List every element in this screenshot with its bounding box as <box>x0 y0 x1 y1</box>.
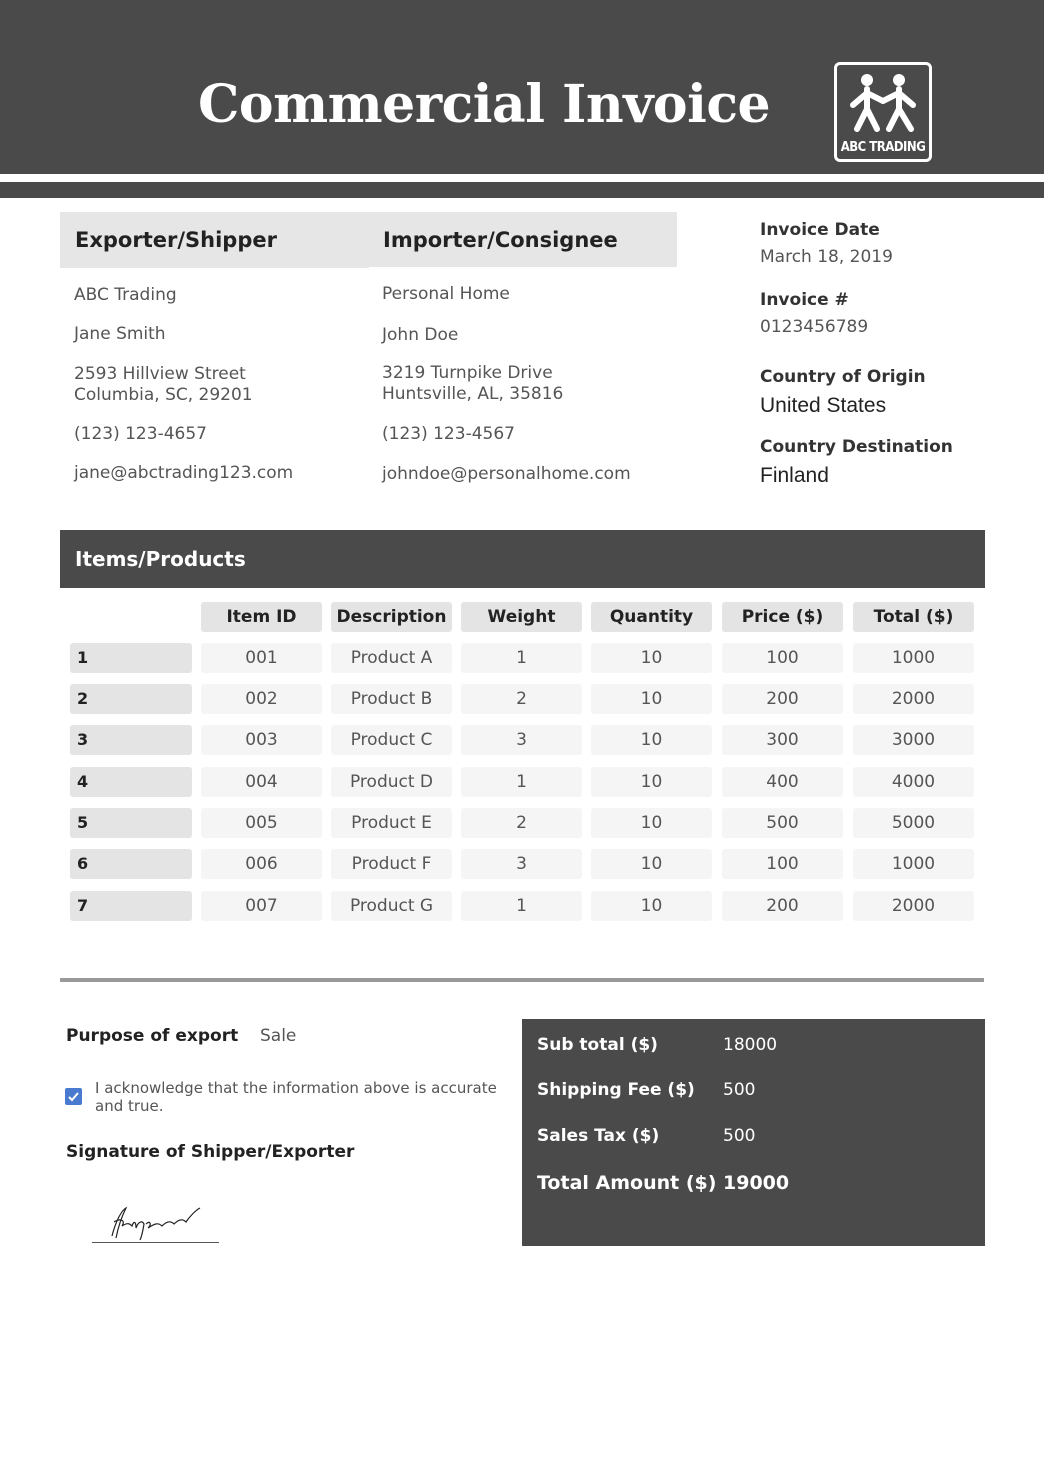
exporter-company: ABC Trading <box>74 285 177 305</box>
column-header: Total ($) <box>853 602 974 632</box>
importer-phone: (123) 123-4567 <box>382 424 515 444</box>
table-cell: Product E <box>331 808 452 838</box>
table-cell: 002 <box>201 684 322 714</box>
table-cell: 4000 <box>853 767 974 797</box>
invoice-number-value: 0123456789 <box>760 317 869 337</box>
invoice-date-label: Invoice Date <box>760 220 880 240</box>
tax-value: 500 <box>723 1126 756 1146</box>
importer-email: johndoe@personalhome.com <box>382 464 631 484</box>
table-cell: 10 <box>591 643 712 673</box>
tax-label: Sales Tax ($) <box>537 1126 660 1146</box>
total-label: Total Amount ($) <box>537 1172 717 1194</box>
table-cell: 1 <box>461 643 582 673</box>
exporter-address-line1: 2593 Hillview Street <box>74 364 246 384</box>
row-number: 6 <box>70 849 192 879</box>
logo-text: ABC TRADING <box>840 140 926 155</box>
table-cell: 3 <box>461 725 582 755</box>
row-number: 3 <box>70 725 192 755</box>
row-number: 7 <box>70 891 192 921</box>
column-header: Quantity <box>591 602 712 632</box>
signature-line <box>92 1242 219 1243</box>
row-number: 1 <box>70 643 192 673</box>
table-cell: 200 <box>722 684 843 714</box>
table-cell: 1 <box>461 767 582 797</box>
invoice-number-label: Invoice # <box>760 290 849 310</box>
column-header: Price ($) <box>722 602 843 632</box>
table-cell: Product B <box>331 684 452 714</box>
table-cell: 2000 <box>853 891 974 921</box>
table-cell: 001 <box>201 643 322 673</box>
destination-value: Finland <box>760 464 829 487</box>
importer-company: Personal Home <box>382 284 510 304</box>
table-cell: 10 <box>591 767 712 797</box>
table-cell: Product D <box>331 767 452 797</box>
items-heading: Items/Products <box>75 547 246 571</box>
company-logo <box>834 62 932 162</box>
destination-label: Country Destination <box>760 437 953 457</box>
signature-label: Signature of Shipper/Exporter <box>66 1142 355 1162</box>
table-cell: 1000 <box>853 643 974 673</box>
table-cell: 10 <box>591 684 712 714</box>
exporter-address-line2: Columbia, SC, 29201 <box>74 385 253 405</box>
purpose-label: Purpose of export <box>66 1026 239 1046</box>
section-divider <box>60 978 984 982</box>
exporter-contact: Jane Smith <box>74 324 166 344</box>
row-number: 4 <box>70 767 192 797</box>
shipping-label: Shipping Fee ($) <box>537 1080 695 1100</box>
importer-address-line2: Huntsville, AL, 35816 <box>382 384 564 404</box>
table-cell: 004 <box>201 767 322 797</box>
importer-contact: John Doe <box>382 325 459 345</box>
table-cell: 3000 <box>853 725 974 755</box>
table-cell: 300 <box>722 725 843 755</box>
importer-heading: Importer/Consignee <box>383 228 618 252</box>
column-header: Description <box>331 602 452 632</box>
page-title: Commercial Invoice <box>198 74 771 135</box>
items-heading-bar <box>60 530 985 588</box>
subtotal-value: 18000 <box>723 1035 778 1055</box>
exporter-phone: (123) 123-4657 <box>74 424 207 444</box>
table-cell: 100 <box>722 643 843 673</box>
subtotal-label: Sub total ($) <box>537 1035 658 1055</box>
importer-heading-bar <box>368 212 677 267</box>
table-cell: 400 <box>722 767 843 797</box>
acknowledge-text: I acknowledge that the information above is accurate and true. <box>95 1079 497 1115</box>
table-cell: 007 <box>201 891 322 921</box>
table-cell: 2000 <box>853 684 974 714</box>
table-cell: 5000 <box>853 808 974 838</box>
table-cell: 200 <box>722 891 843 921</box>
checkmark-icon <box>67 1090 80 1103</box>
table-cell: Product G <box>331 891 452 921</box>
exporter-heading: Exporter/Shipper <box>75 228 277 252</box>
header-band <box>0 0 1044 174</box>
table-cell: 1 <box>461 891 582 921</box>
exporter-email: jane@abctrading123.com <box>74 463 294 483</box>
table-cell: 10 <box>591 891 712 921</box>
table-cell: 005 <box>201 808 322 838</box>
header-stripe <box>0 182 1044 198</box>
table-cell: 100 <box>722 849 843 879</box>
invoice-date-value: March 18, 2019 <box>760 247 893 267</box>
totals-panel <box>522 1019 985 1246</box>
exporter-heading-bar <box>60 212 369 268</box>
table-cell: 3 <box>461 849 582 879</box>
row-number: 2 <box>70 684 192 714</box>
origin-value: United States <box>760 394 887 417</box>
origin-label: Country of Origin <box>760 367 926 387</box>
table-cell: 10 <box>591 849 712 879</box>
shipping-value: 500 <box>723 1080 756 1100</box>
signature-image <box>92 1200 212 1242</box>
table-cell: 003 <box>201 725 322 755</box>
purpose-value: Sale <box>260 1026 297 1046</box>
importer-address-line1: 3219 Turnpike Drive <box>382 363 553 383</box>
table-cell: Product A <box>331 643 452 673</box>
column-header: Item ID <box>201 602 322 632</box>
table-cell: 2 <box>461 684 582 714</box>
total-value: 19000 <box>723 1172 790 1194</box>
column-header: Weight <box>461 602 582 632</box>
table-cell: 10 <box>591 808 712 838</box>
two-people-running-icon <box>843 71 923 141</box>
table-cell: 10 <box>591 725 712 755</box>
acknowledge-checkbox[interactable] <box>65 1088 82 1105</box>
table-cell: Product C <box>331 725 452 755</box>
table-cell: 2 <box>461 808 582 838</box>
table-cell: 500 <box>722 808 843 838</box>
table-cell: 1000 <box>853 849 974 879</box>
row-number: 5 <box>70 808 192 838</box>
table-cell: Product F <box>331 849 452 879</box>
table-cell: 006 <box>201 849 322 879</box>
